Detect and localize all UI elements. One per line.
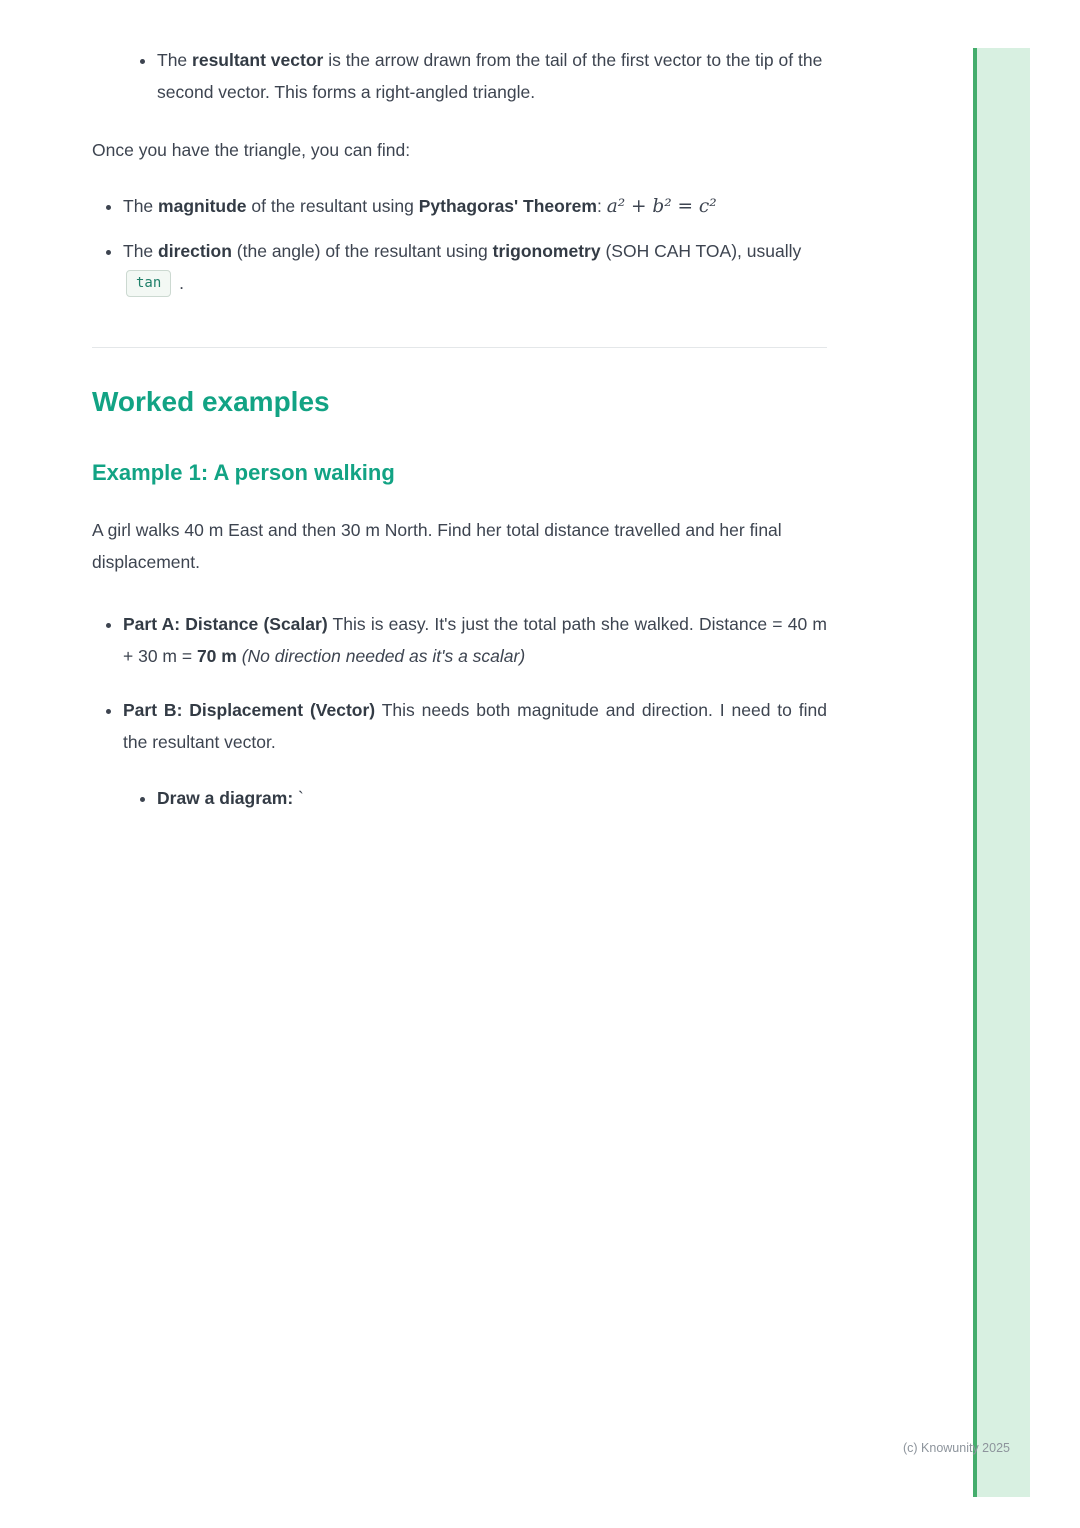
bullet-resultant-vector [157,44,827,108]
section-divider [92,347,827,348]
text-run: ` [293,788,304,808]
copyright-footer: (c) Knowunity 2025 [902,1441,1010,1455]
example1-parts-list [92,608,827,814]
text-run: is the arrow drawn from the tail of the first vector to the tip of the second vector. This forms a right-angled triangle. [157,50,823,102]
example1-intro: A girl walks 40 m East and then 30 m North. Find her total distance travelled and her final displacement. [92,520,782,572]
part-a-item [123,608,827,672]
bullet-direction [123,235,827,299]
text-run: of the resultant using [246,196,419,216]
text-run: This needs both magnitude and direction. I need to find the resultant vector. [123,700,828,752]
text-run-bold: Pythagoras' Theorem [418,196,597,216]
triangle-findings-list [92,190,827,299]
text-run-bold: Part B: Displacement (Vector) [123,700,376,720]
part-b-sublist [123,782,827,814]
text-run: : [596,196,607,216]
text-run-bold: Draw a diagram: [157,788,294,808]
worked-examples-heading: Worked examples [92,386,330,417]
draw-diagram-item [157,782,827,814]
math-expression: a² + b² = c² [606,196,717,217]
text-run: This is easy. It's just the total path she walked. Distance = 40 m + 30 m = [123,614,827,666]
text-run: The [123,196,159,216]
text-run: (the angle) of the resultant using [231,241,493,261]
text-run-bold: trigonometry [492,241,601,261]
code-chip-tan: tan [126,270,171,297]
bullet-magnitude [123,190,827,223]
resultant-list [92,44,827,108]
part-b-item [123,694,827,814]
text-run: . [174,273,185,293]
text-run: The [123,241,159,261]
document-content [92,44,827,836]
text-run-bold: Part A: Distance (Scalar) [123,614,328,634]
text-run-italic: (No direction needed as it's a scalar) [236,646,526,666]
example1-heading: Example 1: A person walking [92,460,395,485]
text-run-bold: direction [158,241,232,261]
text-run-bold: 70 m [196,646,237,666]
text-run: The [157,50,193,70]
side-accent-panel [977,48,1030,1497]
text-run: (SOH CAH TOA), usually [600,241,802,261]
text-run-bold: magnitude [158,196,247,216]
intro-line: Once you have the triangle, you can find: [92,140,411,160]
text-run-bold: resultant vector [192,50,324,70]
